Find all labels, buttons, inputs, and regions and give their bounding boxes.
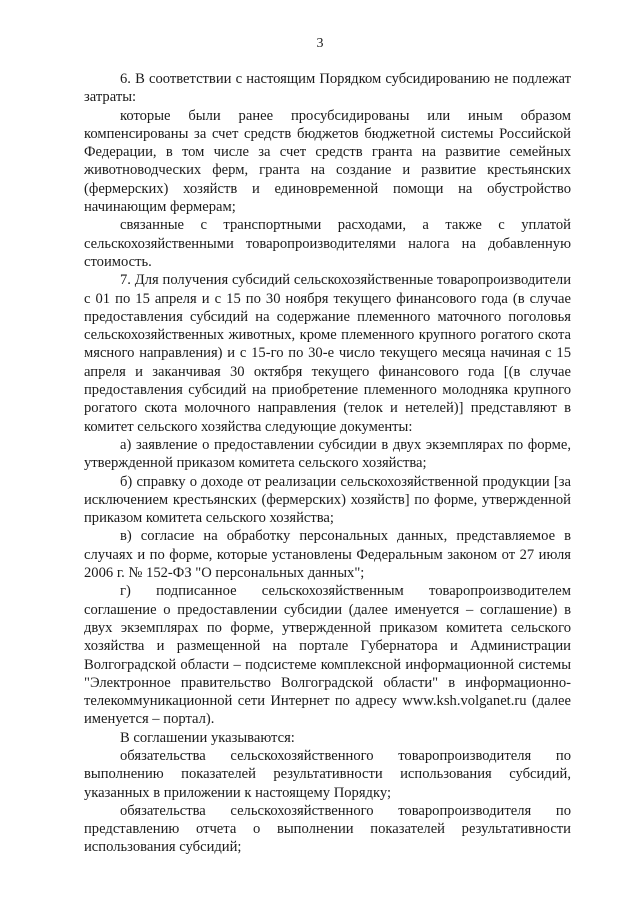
- document-body: [84, 70, 571, 857]
- paragraph-item-6-b: связанные с транспортными расходами, а также с уплатой сельскохозяйственными товаропроизводителями налога на добавленную стоимость.: [84, 217, 571, 270]
- paragraph-agreement-obligation-2: обязательства сельскохозяйственного товаропроизводителя по представлению отчета о выполнении показателей результативности использования субсидий;: [84, 802, 571, 856]
- paragraph-item-6: 6. В соответствии с настоящим Порядком субсидированию не подлежат затраты:: [84, 71, 571, 106]
- paragraph-agreement-intro: В соглашении указываются:: [120, 729, 295, 746]
- paragraph-agreement-obligation-1: обязательства сельскохозяйственного товаропроизводителя по выполнению показателей результативности использования субсидий, указанных в приложении к настоящему Порядку;: [84, 747, 571, 801]
- paragraph-item-7: 7. Для получения субсидий сельскохозяйственные товаропроизводители с 01 по 15 апреля и с 15 по 30 ноября текущего финансового года (в случае предоставления субсидий на содержание племенного маточного поголовья сельскохозяйственных животных, кроме племенного крупного рогатого скота мясного направления) и с 15-го по 30-е число текущего месяца начиная с 15 апреля и заканчивая 30 октября текущего финансового года [(в случае предоставления субсидий на приобретение племенного молодняка крупного рогатого скота молочного направления (телок и нетелей)] представляют в комитет сельского хозяйства следующие документы:: [84, 272, 571, 435]
- paragraph-item-7-a: а) заявление о предоставлении субсидии в двух экземплярах по форме, утвержденной приказом комитета сельского хозяйства;: [84, 436, 571, 472]
- paragraph-item-7-v: в) согласие на обработку персональных данных, представляемое в случаях и по форме, которые установлены Федеральным законом от 27 июля 2006 г. № 152-ФЗ "О персональных данных";: [84, 528, 571, 582]
- paragraph-item-7-g: г) подписанное сельскохозяйственным товаропроизводителем соглашение о предоставлении субсидии (далее именуется – соглашение) в двух экземплярах по форме, утвержденной приказом комитета сельского хозяйства и размещенной на портале Губернатора и Администрации Волгоградской области – подсистеме комплексной информационной системы "Электронное правительство Волгоградской области" в информационно-телекоммуникационной сети Интернет по адресу www.ksh.volganet.ru (далее именуется – портал).: [84, 583, 571, 728]
- page-number: 3: [316, 36, 324, 51]
- paragraph-item-7-b: б) справку о доходе от реализации сельскохозяйственной продукции [за исключением крестьянских (фермерских) хозяйств] по форме, утвержденной приказом комитета сельского хозяйства;: [84, 473, 571, 527]
- paragraph-item-6-a: которые были ранее просубсидированы или иным образом компенсированы за счет средств бюджетов бюджетной системы Российской Федерации, в том числе за счет средств гранта на развитие семейных животноводческих ферм, гранта на создание и развитие крестьянских (фермерских) хозяйств и единовременной помощи на обустройство начинающим фермерам;: [84, 107, 571, 216]
